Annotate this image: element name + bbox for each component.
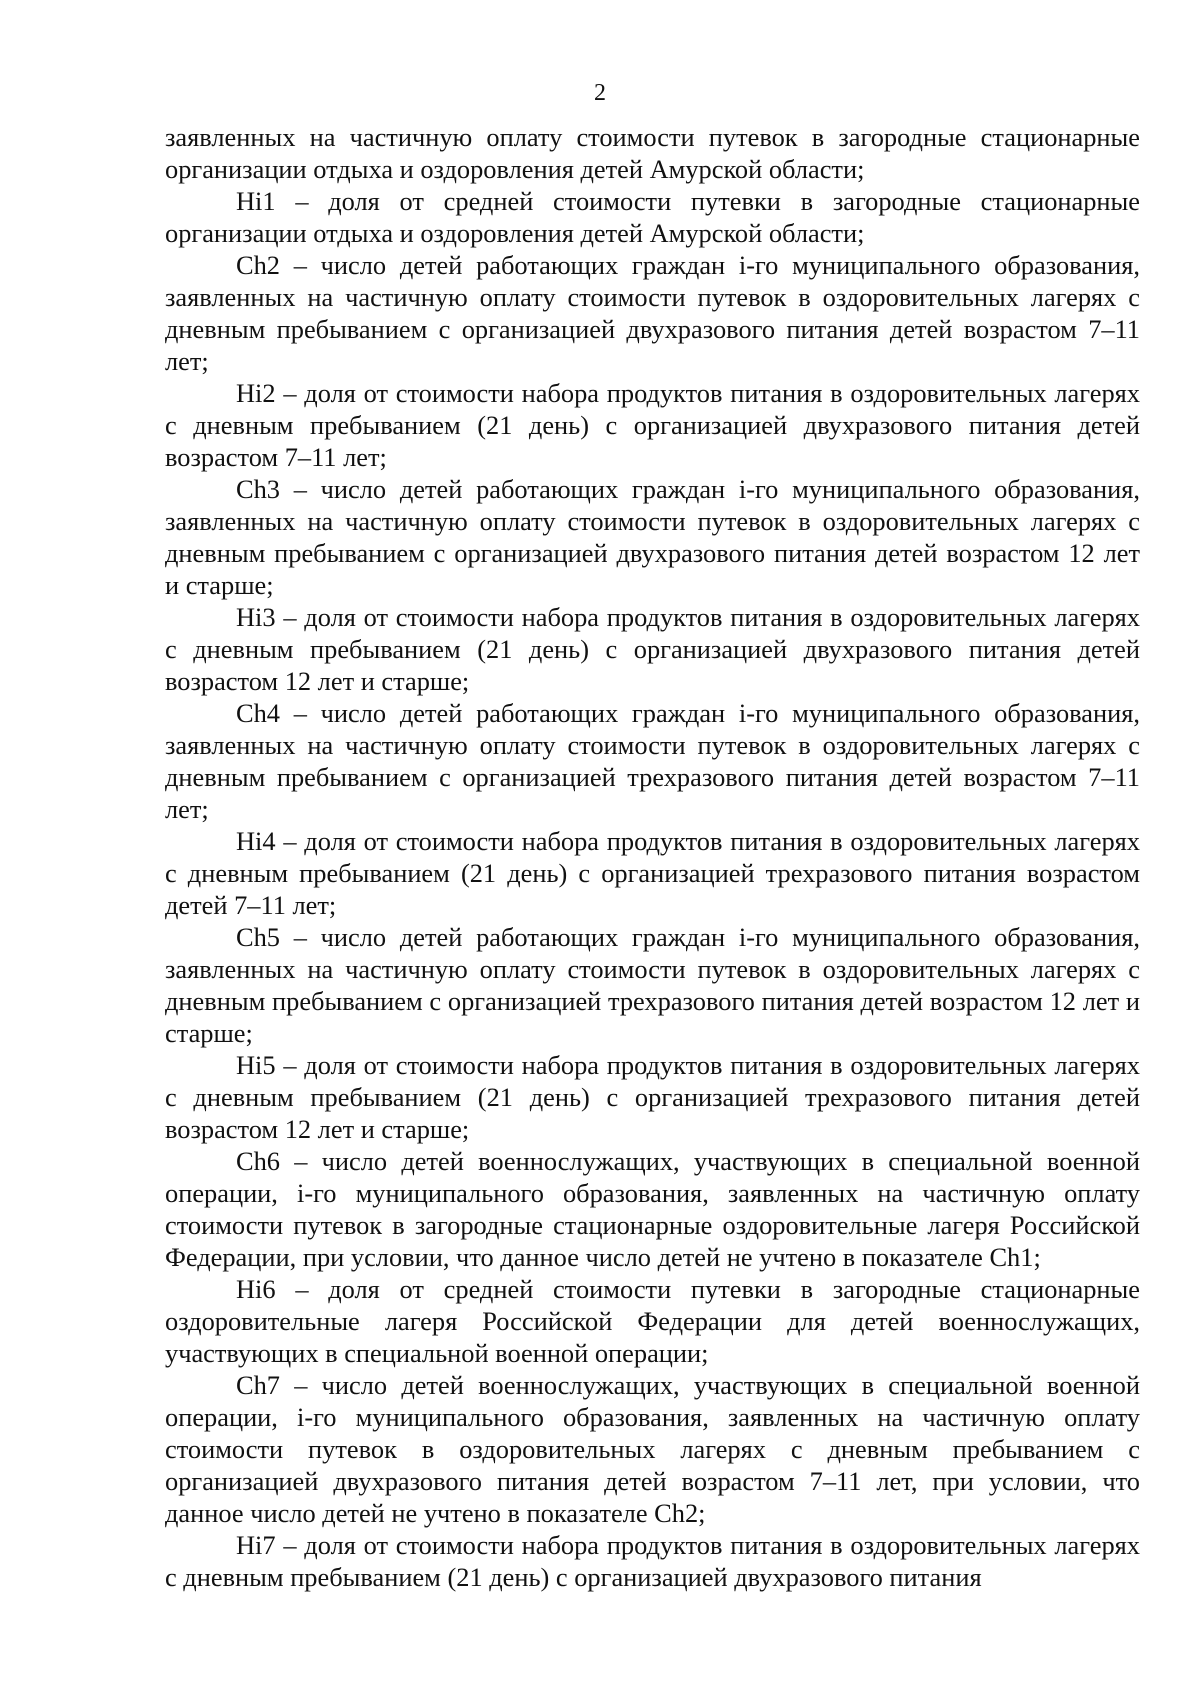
paragraph-ch7: Ch7 – число детей военнослужащих, участвующих в специальной военной операции, i-го муниципального образования, заявленных на частичную оплату стоимости путевок в оздоровительных лагерях с дневным пребыванием с организацией двухразового питания детей возрастом 7–11 лет, при условии, что данное число детей не учтено в показателе Ch2; [165,1370,1140,1528]
paragraph-ch5: Ch5 – число детей работающих граждан i-го муниципального образования, заявленных на частичную оплату стоимости путевок в оздоровительных лагерях с дневным пребыванием с организацией трехразового питания детей возрастом 12 лет и старше; [165,922,1140,1048]
paragraph-hi5: Hi5 – доля от стоимости набора продуктов питания в оздоровительных лагерях с дневным пребыванием (21 день) с организацией трехразового питания детей возрастом 12 лет и старше; [165,1050,1140,1144]
paragraph-ch3: Ch3 – число детей работающих граждан i-го муниципального образования, заявленных на частичную оплату стоимости путевок в оздоровительных лагерях с дневным пребыванием с организацией двухразового питания детей возрастом 12 лет и старше; [165,474,1140,600]
paragraph-hi1: Hi1 – доля от средней стоимости путевки в загородные стационарные организации отдыха и оздоровления детей Амурской области; [165,186,1140,248]
paragraph-hi4: Hi4 – доля от стоимости набора продуктов питания в оздоровительных лагерях с дневным пребыванием (21 день) с организацией трехразового питания возрастом детей 7–11 лет; [165,826,1140,920]
paragraph-continuation: заявленных на частичную оплату стоимости путевок в загородные стационарные организации отдыха и оздоровления детей Амурской области; [165,122,1140,184]
page-number: 2 [594,80,606,106]
paragraph-ch2: Ch2 – число детей работающих граждан i-го муниципального образования, заявленных на частичную оплату стоимости путевок в оздоровительных лагерях с дневным пребыванием с организацией двухразового питания детей возрастом 7–11 лет; [165,250,1140,376]
document-body [165,121,1140,1593]
paragraph-hi7: Hi7 – доля от стоимости набора продуктов питания в оздоровительных лагерях с дневным пребыванием (21 день) с организацией двухразового питания [165,1530,1140,1592]
paragraph-hi6: Hi6 – доля от средней стоимости путевки в загородные стационарные оздоровительные лагеря Российской Федерации для детей военнослужащих, участвующих в специальной военной операции; [165,1274,1140,1368]
paragraph-ch4: Ch4 – число детей работающих граждан i-го муниципального образования, заявленных на частичную оплату стоимости путевок в оздоровительных лагерях с дневным пребыванием с организацией трехразового питания детей возрастом 7–11 лет; [165,698,1140,824]
paragraph-hi3: Hi3 – доля от стоимости набора продуктов питания в оздоровительных лагерях с дневным пребыванием (21 день) с организацией двухразового питания детей возрастом 12 лет и старше; [165,602,1140,696]
paragraph-hi2: Hi2 – доля от стоимости набора продуктов питания в оздоровительных лагерях с дневным пребыванием (21 день) с организацией двухразового питания детей возрастом 7–11 лет; [165,378,1140,472]
paragraph-ch6: Ch6 – число детей военнослужащих, участвующих в специальной военной операции, i-го муниципального образования, заявленных на частичную оплату стоимости путевок в загородные стационарные оздоровительные лагеря Российской Федерации, при условии, что данное число детей не учтено в показателе Ch1; [165,1146,1140,1272]
